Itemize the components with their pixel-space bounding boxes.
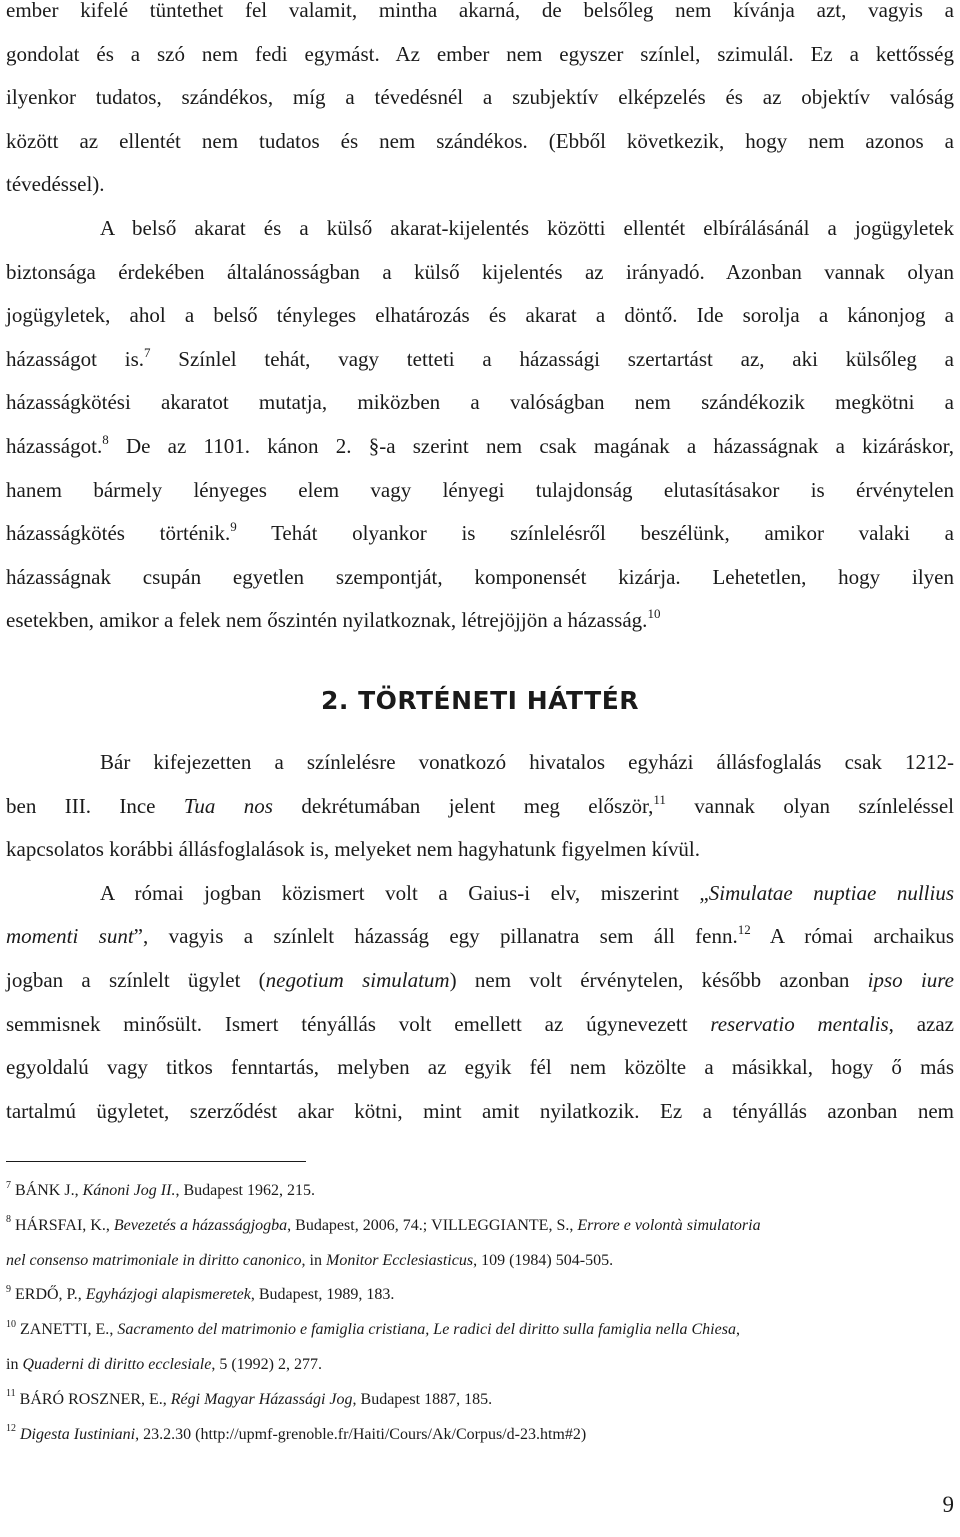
text-fragment: , Budapest, 1989, 183. <box>250 1286 395 1304</box>
text-line: egyoldalú vagy titkos fenntartás, melyben az egyik fél nem közölte a másikkal, hogy ő más <box>6 1055 954 1080</box>
italic-fragment: ipso iure <box>867 967 954 992</box>
text-line <box>6 338 954 382</box>
footnote-title: Bevezetés a házasságjogba <box>113 1216 288 1234</box>
paragraph-3 <box>6 741 954 872</box>
footnote-number: 10 <box>6 1318 16 1330</box>
text-fragment: , Budapest, 2006, 74.; <box>287 1216 432 1234</box>
footnote-ref-7[interactable]: 7 <box>144 344 151 360</box>
footnote-title: Monitor Ecclesiasticus <box>325 1251 474 1269</box>
text-line: kapcsolatos korábbi állásfoglalások is, melyeket nem hagyhatunk figyelmen kívül. <box>6 837 700 862</box>
text-fragment: házasságot. <box>6 433 103 458</box>
footnote-8 <box>6 1209 954 1244</box>
italic-fragment: Tua nos <box>183 793 273 818</box>
italic-fragment: negotium simulatum <box>265 967 450 992</box>
footnote-author: ERDŐ, P. <box>15 1286 78 1304</box>
text-line: házasságnak csupán egyetlen szempontját, komponensét kizárja. Lehetetlen, hogy ilyen <box>6 564 954 589</box>
text-fragment: házasságkötés történik. <box>6 521 231 546</box>
footnote-author: BÁNK J. <box>15 1182 75 1199</box>
footnote-10-cont <box>6 1348 954 1383</box>
footnote-title: Quaderni di diritto ecclesiale <box>22 1355 212 1373</box>
footnote-title: Kánoni Jog II. <box>82 1182 176 1199</box>
text-line <box>6 915 954 959</box>
text-fragment: , 109 (1984) 504-505. <box>473 1251 614 1269</box>
paragraph-4 <box>6 872 954 1134</box>
text-fragment: , <box>109 1321 118 1339</box>
italic-fragment: Simulatae nuptiae nullius <box>708 880 954 905</box>
text-fragment: dekrétumában jelent meg először, <box>272 793 654 818</box>
text-fragment: A római archaikus <box>750 924 955 949</box>
footnote-ref-8[interactable]: 8 <box>102 431 109 447</box>
page-number: 9 <box>942 1492 954 1517</box>
text-line: tartalmú ügyletet, szerződést akar kötni, mint amit nyilatkozik. Ez a tényállás azonban nem <box>6 1098 954 1123</box>
text-fragment: , <box>105 1216 114 1234</box>
text-line: ilyenkor tudatos, szándékos, míg a tévedésnél a szubjektív elképzelés és az objektív valóság <box>6 85 954 110</box>
footnote-separator <box>6 1161 306 1162</box>
footnote-8-cont <box>6 1244 954 1279</box>
text-fragment: , Budapest 1962, 215. <box>175 1182 315 1199</box>
text-line <box>6 872 954 916</box>
text-fragment: , <box>162 1390 171 1408</box>
text-line <box>6 512 954 556</box>
footnote-11 <box>6 1383 954 1418</box>
text-fragment: , 23.2.30 (http://upmf-grenoble.fr/Haiti/Cours/Ak/Corpus/d-23.htm#2) <box>135 1425 587 1443</box>
text-fragment: , <box>77 1286 86 1304</box>
footnote-number: 11 <box>6 1388 16 1400</box>
text-line: gondolat és a szó nem fedi egymást. Az ember nem egyszer színlel, szimulál. Ez a kettősség <box>6 41 954 66</box>
text-fragment: De az 1101. kánon 2. §-a szerint nem csak magának a házasságnak a kizáráskor, <box>108 433 954 458</box>
text-fragment: , Budapest 1887, 185. <box>352 1390 493 1408</box>
text-line: jogügyletek, ahol a belső tényleges elhatározás és akarat a döntő. Ide sorolja a kánonjog a <box>6 303 954 328</box>
text-fragment: jogban a színlelt ügylet ( <box>6 967 266 992</box>
text-fragment: esetekben, amikor a felek nem őszintén nyilatkoznak, létrejöjjön a házasság. <box>6 608 648 633</box>
text-fragment: Tehát olyankor is színlelésről beszélünk, amikor valaki a <box>236 521 954 546</box>
footnote-ref-10[interactable]: 10 <box>647 606 661 622</box>
footnote-7 <box>6 1174 954 1209</box>
footnote-number: 9 <box>6 1284 11 1296</box>
footnote-9 <box>6 1278 954 1313</box>
body-text-top <box>6 0 954 643</box>
body-text-bottom <box>6 741 954 1133</box>
text-fragment: A római jogban közismert volt a Gaius-i elv, miszerint „ <box>100 880 709 905</box>
text-fragment: in <box>6 1355 23 1373</box>
footnote-title: Sacramento del matrimonio e famiglia cristiana, Le radici del diritto sulla famiglia nella Chiesa <box>117 1321 736 1339</box>
text-line: között az ellentét nem tudatos és nem szándékos. (Ebből következik, hogy nem azonos a <box>6 128 954 153</box>
footnote-ref-11[interactable]: 11 <box>653 791 666 807</box>
text-line: Bár kifejezetten a színlelésre vonatkozó hivatalos egyházi állásfoglalás csak 1212- <box>100 750 954 774</box>
text-line <box>6 959 954 1003</box>
text-fragment: semmisnek minősült. Ismert tényállás volt emellett az úgynevezett <box>6 1011 711 1036</box>
footnote-author: ZANETTI, E. <box>20 1321 110 1339</box>
footnote-number: 8 <box>6 1214 11 1226</box>
text-fragment: , in <box>301 1251 326 1269</box>
footnote-12 <box>6 1418 954 1453</box>
text-line: tévedéssel). <box>6 172 105 197</box>
footnote-author: BÁRÓ ROSZNER, E. <box>19 1390 163 1408</box>
paragraph-2 <box>6 207 954 643</box>
footnote-author: VILLEGGIANTE, S. <box>431 1216 570 1234</box>
text-line <box>6 1003 954 1047</box>
text-fragment: , 5 (1992) 2, 277. <box>211 1355 322 1373</box>
text-fragment: , azaz <box>888 1011 955 1036</box>
footnote-title: Régi Magyar Házassági Jog <box>170 1390 353 1408</box>
footnote-title: nel consenso matrimoniale in diritto canonico <box>6 1251 302 1269</box>
text-line: házasságkötési akaratot mutatja, miközben a valóságban nem szándékozik megkötni a <box>6 390 954 415</box>
footnote-number: 12 <box>6 1423 16 1435</box>
text-line: biztonsága érdekében általánosságban a külső kijelentés az irányadó. Azonban vannak olyan <box>6 259 954 284</box>
footnotes <box>6 1174 954 1452</box>
italic-fragment: momenti sunt <box>6 924 134 949</box>
footnote-10 <box>6 1313 954 1348</box>
text-fragment: Színlel tehát, vagy tetteti a házassági szertartást az, aki külsőleg a <box>150 346 954 371</box>
text-fragment: ) nem volt érvénytelen, később azonban <box>449 967 868 992</box>
text-line: hanem bármely lényeges elem vagy lényegi tulajdonság elutasításakor is érvénytelen <box>6 477 954 502</box>
section-heading: 2. TÖRTÉNETI HÁTTÉR <box>320 686 640 715</box>
footnote-title: Digesta Iustiniani <box>20 1425 136 1443</box>
italic-fragment: reservatio mentalis <box>710 1011 889 1036</box>
footnote-number: 7 <box>6 1179 11 1191</box>
text-fragment: ben III. Ince <box>6 793 184 818</box>
text-fragment: , <box>735 1321 740 1339</box>
text-line: A belső akarat és a külső akarat-kijelentés közötti ellentét elbírálásánál a jogügyletek <box>100 215 954 240</box>
footnote-author: HÁRSFAI, K. <box>15 1216 106 1234</box>
footnote-ref-12[interactable]: 12 <box>737 922 751 938</box>
footnote-title: Egyházjogi alapismeretek <box>85 1286 251 1304</box>
text-fragment: , <box>569 1216 578 1234</box>
text-fragment: vannak olyan színleléssel <box>665 793 955 818</box>
text-fragment: , <box>74 1182 83 1199</box>
text-line <box>6 599 954 643</box>
text-fragment: ”, vagyis a színlelt házasság egy pillanatra sem áll fenn. <box>133 924 738 949</box>
footnote-title: Errore e volontà simulatoria <box>577 1216 761 1234</box>
paragraph-1 <box>6 0 954 207</box>
text-line: ember kifelé tüntethet fel valamit, mintha akarná, de belsőleg nem kívánja azt, vagyis a <box>6 0 954 22</box>
text-line <box>6 785 954 829</box>
text-fragment: házasságot is. <box>6 346 144 371</box>
footnote-ref-9[interactable]: 9 <box>230 519 237 535</box>
text-line <box>6 425 954 469</box>
